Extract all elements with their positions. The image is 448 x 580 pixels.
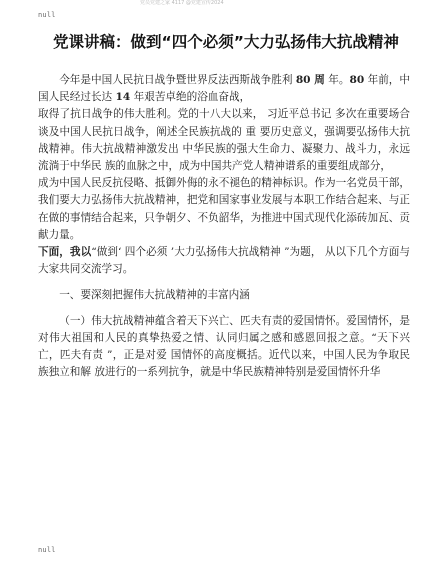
topic-intro-text: “做到‘ 四个必须 ’大力弘扬伟大抗战精神 ”为题， 从以下几个方面与大家共同交流学习。: [38, 246, 410, 276]
paragraph-victory: 取得了抗日战争的伟大胜利。党的十八大以来， 习近平总书记 多次在重要场合谈及中国人民抗日战争，阐述全民族抗战的 重 要历史意义，强调要弘扬伟大抗战精神。伟大抗战精神激发出 中华民族的强大生命力、凝聚力、战斗力，永远流淌于中华民 族的血脉之中，成为中国共产党人精神谱系的重要组成部分，: [38, 108, 410, 173]
header-watermark: 党员党建之家 4117 @党建宣传2024: [140, 0, 224, 6]
page-marker-bottom: null: [38, 546, 56, 554]
intro-text-a: 今年是中国人民抗日战争暨世界反法西斯战争胜利: [59, 74, 296, 86]
intro-text-f: 年前，中国人民经过长达: [38, 74, 410, 104]
intro-text-d: 年。: [324, 74, 350, 86]
section-heading-1: 一、要深刻把握伟大抗战精神的丰富内涵: [59, 289, 250, 302]
intro-number-14: 14: [115, 91, 131, 104]
paragraph-intro: [38, 72, 410, 106]
intro-number-80b: 80: [349, 74, 365, 86]
intro-number-80: 80: [295, 74, 311, 86]
paragraph-topic-intro: [38, 244, 410, 278]
intro-text-c: 周: [310, 74, 325, 86]
paragraph-patriotism: （一）伟大抗战精神蕴含着天下兴亡、匹夫有责的爱国情怀。爱国情怀，是对伟大祖国和人民的真挚热爱之情、认同归属之感和感恩回报之意。“天下兴亡，匹夫有责 ”，正是对爱 国情怀的高度概括。近代以来，中国人民为争取民族独立和解 放进行的一系列抗争，就是中华民族精神特别是爱国情怀升华: [38, 314, 410, 379]
page-marker-top: null: [38, 11, 56, 19]
topic-intro-bold: 下面，我以: [38, 246, 92, 259]
intro-text-h: 年艰苦卓绝的浴血奋战，: [130, 91, 251, 104]
document-title: 党课讲稿：做到“四个必须”大力弘扬伟大抗战精神: [53, 33, 399, 51]
paragraph-spirit-symbol: 成为中国人民反抗侵略、抵御外侮的永不褪色的精神标识。作为一名党员干部，我们要大力弘扬伟大抗战精神，把党和国家事业发展与本职工作结合起来、与正在做的事情结合起来，只争朝夕、不负韶华，为推进中国式现代化添砖加瓦、贡献力量。: [38, 177, 410, 241]
document-body: [38, 72, 410, 381]
